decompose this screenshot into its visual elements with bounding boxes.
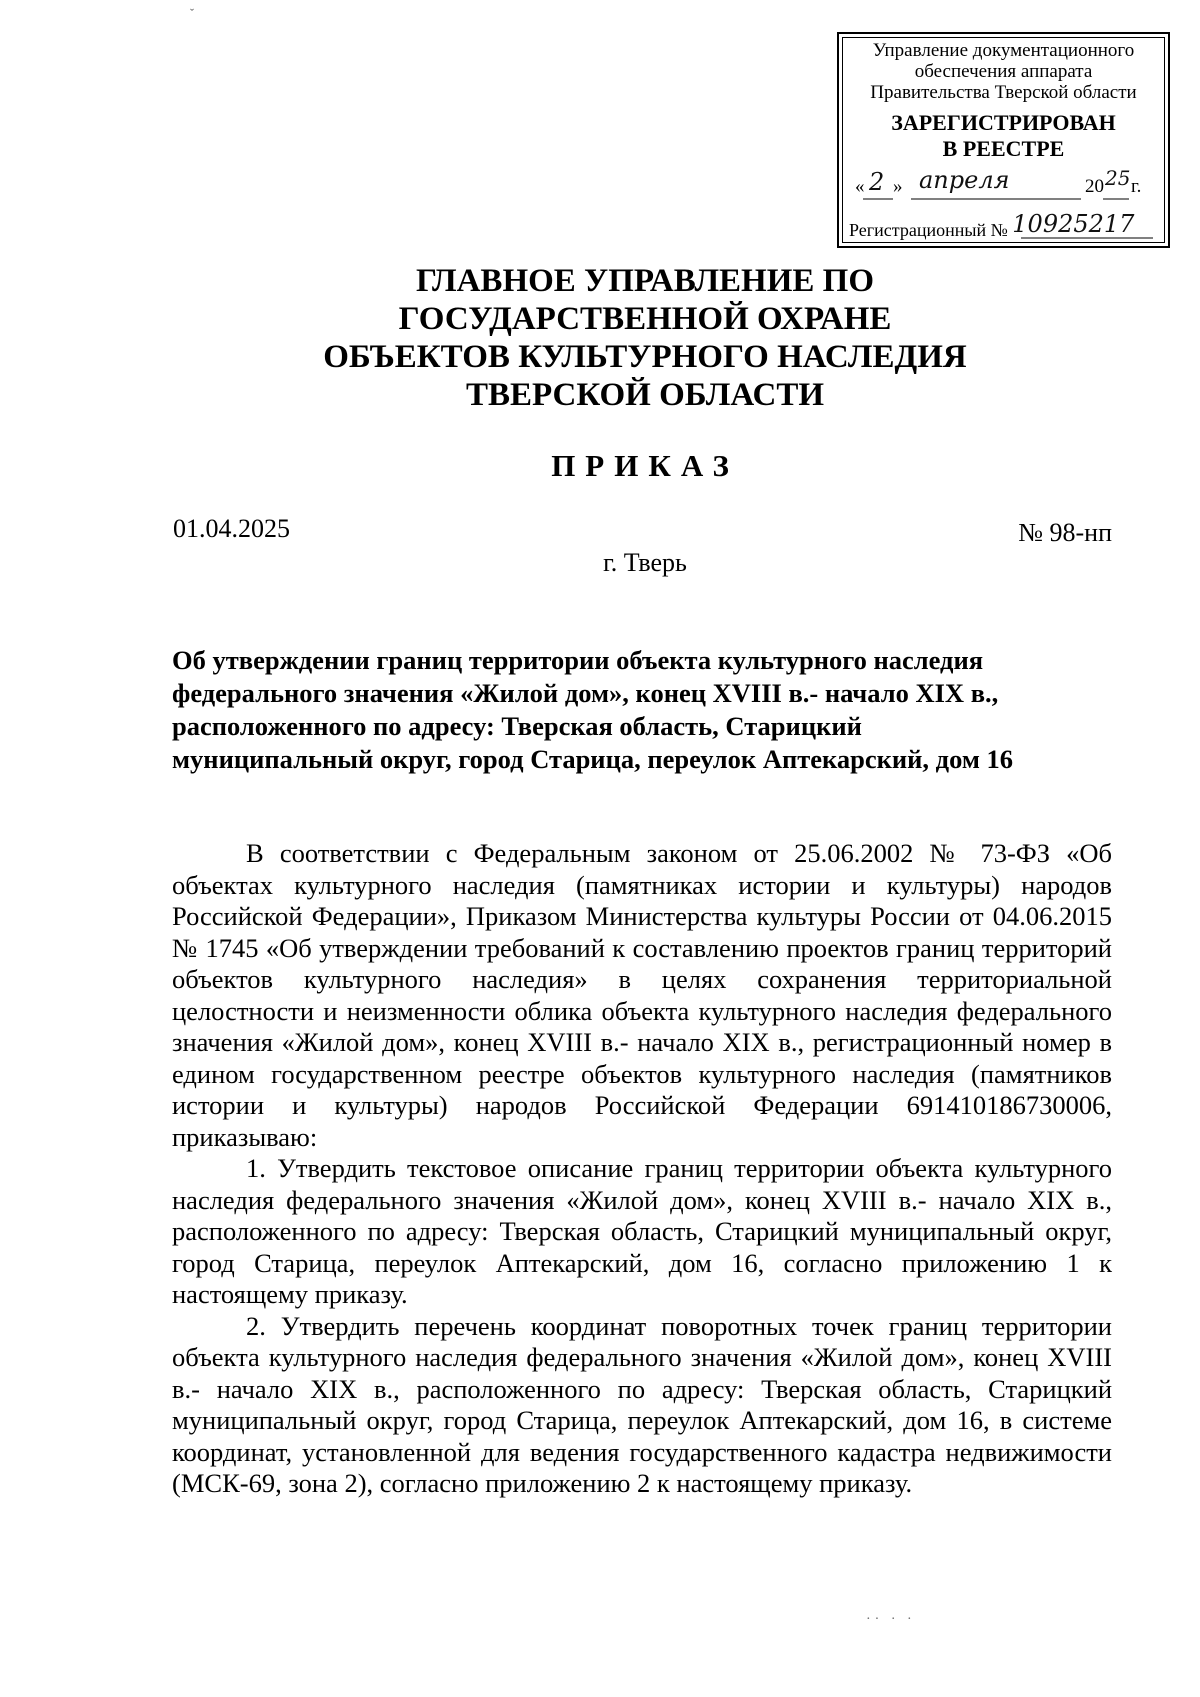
stamp-date-open-quote: «: [855, 176, 865, 197]
document-type: ПРИКАЗ: [551, 448, 739, 483]
registration-stamp: [837, 32, 1170, 248]
org-title-line-1: ГЛАВНОЕ УПРАВЛЕНИЕ ПО: [416, 263, 874, 299]
stamp-date-day: 2: [869, 168, 885, 196]
document-subject: [172, 644, 1122, 776]
org-title-line-4: ТВЕРСКОЙ ОБЛАСТИ: [465, 377, 825, 413]
stamp-date-year-unit: г.: [1131, 176, 1142, 197]
subject-line-1: Об утверждении границ территории объекта культурного наследия: [172, 645, 984, 675]
scan-specks: ·· · ·: [866, 1612, 916, 1627]
document-date: 01.04.2025: [173, 514, 290, 543]
scan-speck: ˇ: [190, 6, 194, 20]
stamp-date-year-suffix: 25: [1105, 166, 1131, 190]
document-city: г. Тверь: [603, 548, 687, 577]
org-title-line-3: ОБЪЕКТОВ КУЛЬТУРНОГО НАСЛЕДИЯ: [323, 339, 967, 375]
subject-line-3: расположенного по адресу: Тверская область, Старицкий: [172, 711, 862, 741]
subject-line-2: федерального значения «Жилой дом», конец XVIII в.- начало XIX в.,: [172, 678, 999, 708]
stamp-date-underline: [849, 174, 1159, 204]
document-number: № 98-нп: [1018, 518, 1112, 547]
stamp-status-1: ЗАРЕГИСТРИРОВАН: [891, 110, 1116, 135]
subject-line-4: муниципальный округ, город Старица, переулок Аптекарский, дом 16: [172, 744, 1013, 774]
stamp-date-close-quote: »: [893, 176, 903, 197]
body-intro-paragraph: В соответствии с Федеральным законом от 25.06.2002 № 73-ФЗ «Об объектах культурного наследия (памятниках истории и культуры) народов Российской Федерации», Приказом Министерства культуры России от 04.06.2015 № 1745 «Об утверждении требований к составлению проектов границ территорий объектов культурного наследия» в целях сохранения территориальной целостности и неизменности облика объекта культурного наследия федерального значения «Жилой дом», конец XVIII в.- начало XIX в., регистрационный номер в едином государственном реестре объектов культурного наследия (памятников истории и культуры) народов Российской Федерации 691410186730006, приказываю:: [172, 838, 1112, 1152]
stamp-registration: [849, 210, 1165, 242]
stamp-status-2: В РЕЕСТРЕ: [942, 136, 1065, 161]
stamp-date-year-prefix: 20: [1085, 176, 1104, 197]
stamp-line-2: обеспечения аппарата: [914, 61, 1093, 82]
org-title-line-2: ГОСУДАРСТВЕННОЙ ОХРАНЕ: [398, 301, 892, 337]
stamp-line-3: Правительства Тверской области: [870, 82, 1137, 103]
stamp-reg-number: 10925217: [1012, 210, 1135, 238]
document-body: [172, 838, 1112, 1500]
organization-title: [200, 262, 1090, 414]
stamp-reg-underline: [849, 214, 1165, 242]
body-item-2: 2. Утвердить перечень координат поворотных точек границ территории объекта культурного наследия федерального значения «Жилой дом», конец XVIII в.- начало XIX в., расположенного по адресу: Тверская область, Старицкий муниципальный округ, город Старица, переулок Аптекарский, дом 16, в системе координат, установленной для ведения государственного кадастра недвижимости (МСК-69, зона 2), согласно приложению 2 к настоящему приказу.: [172, 1310, 1112, 1498]
body-item-1: 1. Утвердить текстовое описание границ территории объекта культурного наследия федерального значения «Жилой дом», конец XVIII в.- начало XIX в., расположенного по адресу: Тверская область, Старицкий муниципальный округ, город Старица, переулок Аптекарский, дом 16, согласно приложению 1 к настоящему приказу.: [172, 1153, 1112, 1309]
stamp-line-1: Управление документационного: [872, 40, 1135, 61]
stamp-reg-label: Регистрационный №: [849, 220, 1008, 240]
stamp-date-month: апреля: [919, 166, 1010, 194]
stamp-date: [849, 166, 1159, 204]
